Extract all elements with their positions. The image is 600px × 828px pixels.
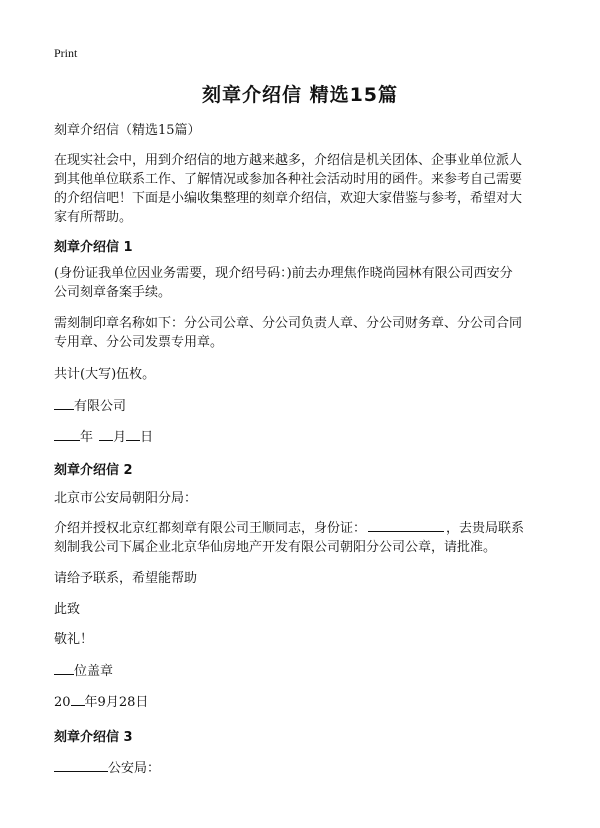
company-suffix: 有限公司 xyxy=(74,399,127,414)
date-month-label: 月 xyxy=(113,430,127,445)
date-blank xyxy=(71,692,85,706)
letter1-date-line xyxy=(54,427,550,447)
print-label[interactable]: Print xyxy=(54,46,78,60)
letter2-paragraph-1 xyxy=(54,518,550,557)
date-year-label: 年 xyxy=(80,430,94,445)
id-number-blank xyxy=(368,518,444,532)
page-title: 刻章介绍信 精选15篇 xyxy=(201,84,399,106)
letter2-p1-text-b: ，去贵局联系 xyxy=(446,521,525,536)
letter1-p1-line: 公司刻章备案手续。 xyxy=(54,285,172,300)
date-day-label: 日 xyxy=(140,430,154,445)
letter1-paragraph-2 xyxy=(54,314,550,352)
company-blank xyxy=(54,396,74,410)
date-suffix: 年9月28日 xyxy=(84,695,149,710)
letter1-company-line xyxy=(54,396,550,416)
year-blank xyxy=(54,427,80,441)
intro-paragraph xyxy=(54,151,550,227)
seal-blank xyxy=(54,661,74,675)
intro-line: 在现实社会中，用到介绍信的地方越来越多，介绍信是机关团体、企事业单位派人 xyxy=(54,153,523,168)
day-blank xyxy=(126,427,140,441)
letter1-paragraph-1 xyxy=(54,264,550,302)
intro-line: 到其他单位联系工作、了解情况或参加各种社会活动时用的函件。来参考自己需要 xyxy=(54,172,523,187)
letter2-closing-1: 此致 xyxy=(54,602,81,617)
seal-suffix: 位盖章 xyxy=(74,664,114,679)
letter2-addressee: 北京市公安局朝阳分局： xyxy=(54,491,198,506)
subtitle: 刻章介绍信（精选15篇） xyxy=(54,123,201,138)
date-prefix: 20 xyxy=(54,695,71,710)
bureau-suffix: 公安局： xyxy=(108,761,161,776)
month-blank xyxy=(99,427,113,441)
letter1-p2-line: 需刻制印章名称如下：分公司公章、分公司负责人章、分公司财务章、分公司合同 xyxy=(54,316,523,331)
letter2-p1-line1 xyxy=(54,518,550,538)
letter3-heading: 刻章介绍信 3 xyxy=(54,730,133,745)
bureau-blank xyxy=(54,758,108,772)
letter2-date-line xyxy=(54,692,550,712)
letter2-heading: 刻章介绍信 2 xyxy=(54,463,133,478)
letter2-p1-text-a: 介绍并授权北京红都刻章有限公司王顺同志，身份证： xyxy=(54,521,367,536)
letter1-heading: 刻章介绍信 1 xyxy=(54,240,133,255)
letter2-paragraph-2: 请给予联系，希望能帮助 xyxy=(54,571,198,586)
letter2-p1-line2: 刻制我公司下属企业北京华仙房地产开发有限公司朝阳分公司公章，请批准。 xyxy=(54,540,497,555)
letter1-p2-line: 专用章、分公司发票专用章。 xyxy=(54,335,224,350)
letter1-paragraph-3: 共计(大写)伍枚。 xyxy=(54,367,156,382)
intro-line: 的介绍信吧！下面是小编收集整理的刻章介绍信，欢迎大家借鉴与参考，希望对大 xyxy=(54,191,523,206)
letter3-addressee xyxy=(54,758,550,778)
letter1-p1-line: (身份证我单位因业务需要，现介绍号码：)前去办理焦作晓尚园林有限公司西安分 xyxy=(54,266,513,281)
intro-line: 家有所帮助。 xyxy=(54,210,133,225)
letter2-closing-2: 敬礼！ xyxy=(54,632,94,647)
letter2-seal-line xyxy=(54,661,550,681)
